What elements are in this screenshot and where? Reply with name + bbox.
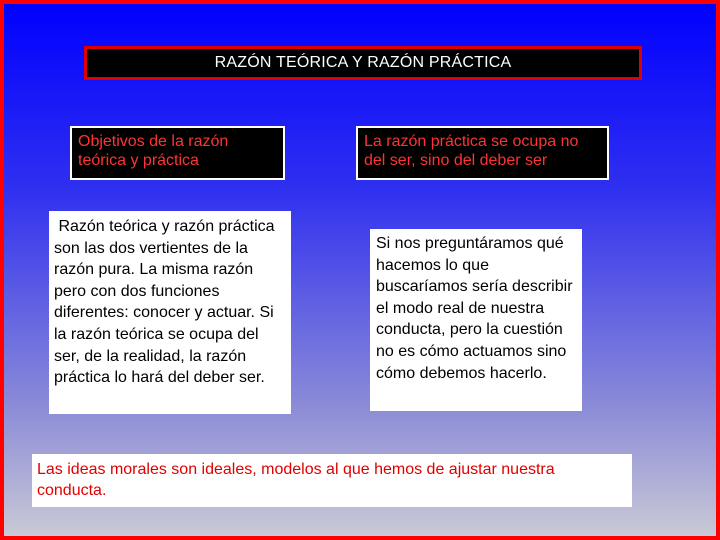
bottom-note-box [32,454,632,507]
bottom-note-text: Las ideas morales son ideales, modelos al que hemos de ajustar nuestra conducta. [37,461,560,499]
title-box [84,46,642,80]
left-body-box [49,211,291,414]
right-body-box [370,229,582,411]
left-body-text: Razón teórica y razón práctica son las dos vertientes de la razón pura. La misma razón pero con dos funciones diferentes: conocer y actuar. Si la razón teórica se ocupa del ser, de la realidad, la razón práctica lo hará del deber ser. [54,218,284,387]
slide-title: RAZÓN TEÓRICA Y RAZÓN PRÁCTICA [214,54,512,71]
right-heading-box [356,126,609,180]
left-heading-box [70,126,285,180]
right-heading-text: La razón práctica se ocupa no del ser, sino del deber ser [364,133,583,169]
right-body-text: Si nos preguntáramos qué hacemos lo que buscaríamos sería describir el modo real de nuestra conducta, pero la cuestión no es cómo actuamos sino cómo debemos hacerlo. [376,235,577,382]
left-heading-text: Objetivos de la razón teórica y práctica [78,133,233,169]
